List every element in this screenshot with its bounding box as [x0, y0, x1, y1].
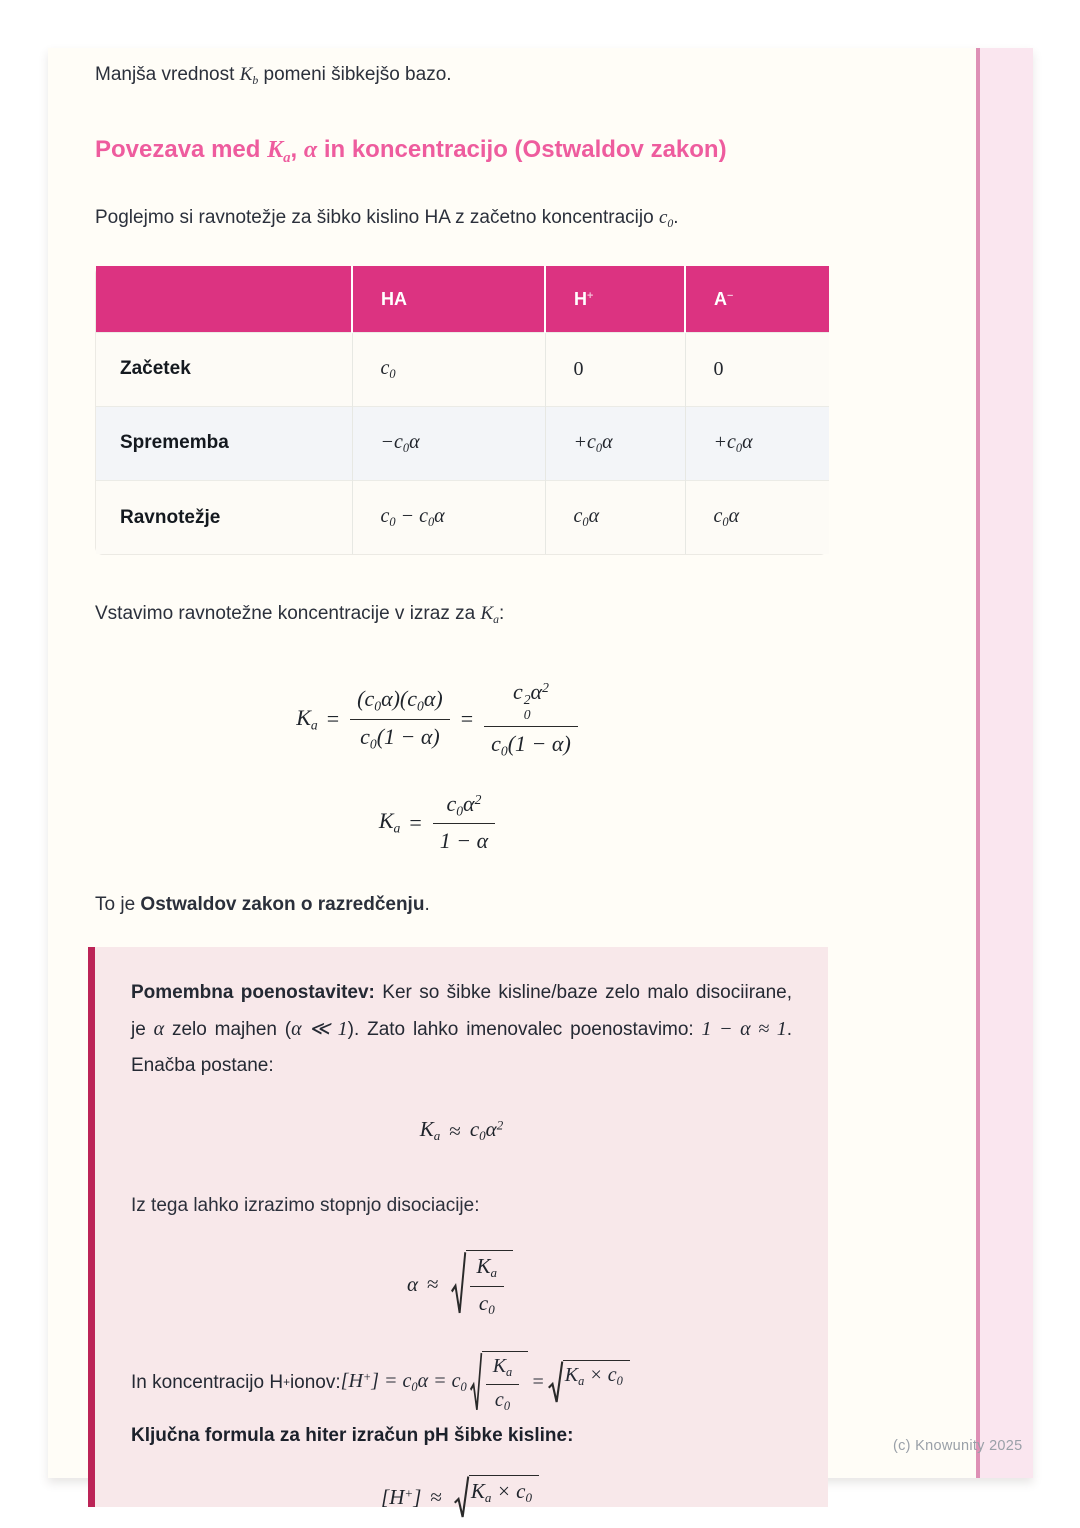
insert-text: Vstavimo ravnotežne koncentracije v izraz za: [95, 603, 481, 625]
insert-text-end: :: [499, 603, 505, 625]
square-root: $K_a \times c_0$: [454, 1475, 539, 1520]
radical-icon: [451, 1250, 466, 1317]
table-header-a-minus: A−: [685, 266, 829, 332]
key-formula-label: Ključna formula za hiter izračun pH šibke kisline:: [131, 1424, 574, 1446]
note-text: ). Zato lahko imenovalec poenostavimo:: [347, 1019, 702, 1041]
ostwald-statement: [95, 891, 781, 918]
document-page: [48, 48, 1033, 1510]
section-heading: [95, 135, 781, 173]
cell-eq-h: $c_0\alpha$: [545, 480, 685, 554]
h-concentration-line: [131, 1351, 792, 1414]
h-line-math: $[H^+] = c_0\alpha = c_0$: [340, 1369, 467, 1395]
cell-change-h: $+c_0\alpha$: [545, 406, 685, 480]
alpha-much-less-one: α ≪ 1: [291, 1018, 348, 1041]
formula-ka-simplified: [95, 785, 781, 860]
page-edge-strip: [976, 48, 1033, 1478]
square-root: [470, 1351, 529, 1414]
formula-ka-approx: [131, 1114, 792, 1148]
row-label-change: Sprememba: [96, 406, 352, 480]
table-header-empty: [96, 266, 352, 332]
ka-lhs: $K_a$: [378, 808, 401, 836]
square-root: [451, 1250, 514, 1317]
cell-change-ha: $-c_0\alpha$: [352, 406, 545, 480]
note-text: . Enačba postane:: [131, 1019, 792, 1077]
alpha-symbol: α: [406, 1271, 418, 1296]
insert-line: [95, 600, 781, 633]
alpha-symbol: α: [303, 136, 318, 163]
ka-over-c0: $\frac{K_a}{c_0}$: [470, 1254, 505, 1317]
heading-text: Povezava med: [95, 135, 268, 163]
lead-text-end: .: [673, 206, 679, 228]
ka-lhs: $K_a$: [296, 704, 318, 733]
heading-comma: ,: [290, 135, 304, 163]
lead-text: Poglejmo si ravnotežje za šibko kislino HA z začetno koncentracijo: [95, 206, 659, 228]
radical-icon: [470, 1351, 482, 1414]
c0-symbol: $c_0$: [658, 206, 674, 230]
radical-icon: [548, 1360, 563, 1405]
c0-alpha-squared: $c_0\alpha^2$: [469, 1117, 504, 1144]
document-content: [48, 48, 793, 1510]
lead-paragraph: [95, 204, 781, 237]
ostwald-law-name: Ostwaldov zakon o razredčenju: [140, 894, 425, 916]
approx-sign: ≈: [449, 1118, 461, 1143]
cell-start-a: 0: [685, 332, 829, 406]
heading-text-end: in koncentracijo (Ostwaldov zakon): [317, 135, 727, 163]
intro-line: [95, 48, 781, 94]
fraction-expanded: $\frac{(c_0\alpha)(c_0\alpha)}{c_0(1 - \alpha)}$: [350, 686, 450, 752]
equals-sign: =: [409, 809, 422, 835]
table-row-change: [96, 406, 829, 480]
important-note-box: [88, 947, 828, 1510]
row-label-equilibrium: Ravnotežje: [96, 480, 352, 554]
h-line-text: ionov:: [289, 1371, 341, 1393]
equals-sign: =: [460, 706, 474, 732]
equals-sign: =: [531, 1371, 545, 1393]
formula-ka-expanded: [95, 673, 781, 765]
ka-over-c0: $\frac{K_a}{c_0}$: [486, 1355, 520, 1414]
radical-icon: [454, 1475, 469, 1520]
ice-table-container: [95, 266, 828, 555]
intro-text-end: pomeni šibkejšo bazo.: [258, 64, 452, 85]
cell-change-a: $+c_0\alpha$: [685, 406, 829, 480]
formula-h-key: [131, 1477, 792, 1519]
note-text: zelo majhen (: [164, 1019, 292, 1041]
cell-eq-ha: $c_0 - c_0\alpha$: [352, 480, 545, 554]
equals-sign: =: [326, 706, 340, 732]
alpha-symbol: α: [153, 1018, 165, 1041]
ice-table: [96, 266, 829, 554]
plus-superscript: +: [283, 1376, 290, 1389]
derive-line: Iz tega lahko izrazimo stopnjo disociacije:: [131, 1195, 480, 1217]
copyright-watermark: (c) Knowunity 2025: [893, 1438, 1023, 1454]
note-paragraph: [131, 975, 792, 1084]
row-label-start: Začetek: [96, 332, 352, 406]
cell-eq-a: $c_0\alpha$: [685, 480, 829, 554]
fraction-simplified: $\frac{c_0\alpha^2}{1 - \alpha}$: [433, 791, 495, 854]
table-header-ha: HA: [352, 266, 545, 332]
note-title: Pomembna poenostavitev:: [131, 982, 375, 1004]
square-root: $K_a \times c_0$: [548, 1360, 630, 1405]
ostwald-text: To je: [95, 894, 141, 916]
formula-alpha-sqrt: [131, 1245, 792, 1323]
table-row-start: [96, 332, 829, 406]
one-minus-alpha: 1 − α ≈ 1: [701, 1018, 787, 1041]
kb-symbol: $K_b$: [239, 64, 259, 87]
intro-text: Manjša vrednost: [95, 64, 240, 85]
cell-start-h: 0: [545, 332, 685, 406]
table-row-equilibrium: [96, 480, 829, 554]
h-line-text: In koncentracijo H: [131, 1371, 284, 1393]
table-header-row: [96, 266, 829, 332]
ostwald-text-end: .: [424, 894, 430, 916]
ka-symbol: $K_a$: [480, 603, 500, 627]
ka-symbol: $K_a$: [267, 136, 291, 166]
fraction-squared: c 2 0 $\alpha^2$ $c_0(1 - \alpha)$: [484, 679, 578, 760]
cell-start-ha: $c_0$: [352, 332, 545, 406]
ka-lhs: $K_a$: [419, 1117, 441, 1144]
approx-sign: ≈: [430, 1485, 442, 1510]
note-text: Ker so šibke kisline/baze zelo malo disociirane, je: [131, 982, 793, 1041]
h-bracket: [H+]: [381, 1485, 422, 1510]
table-header-h-plus: H+: [545, 266, 685, 332]
approx-sign: ≈: [426, 1271, 439, 1296]
